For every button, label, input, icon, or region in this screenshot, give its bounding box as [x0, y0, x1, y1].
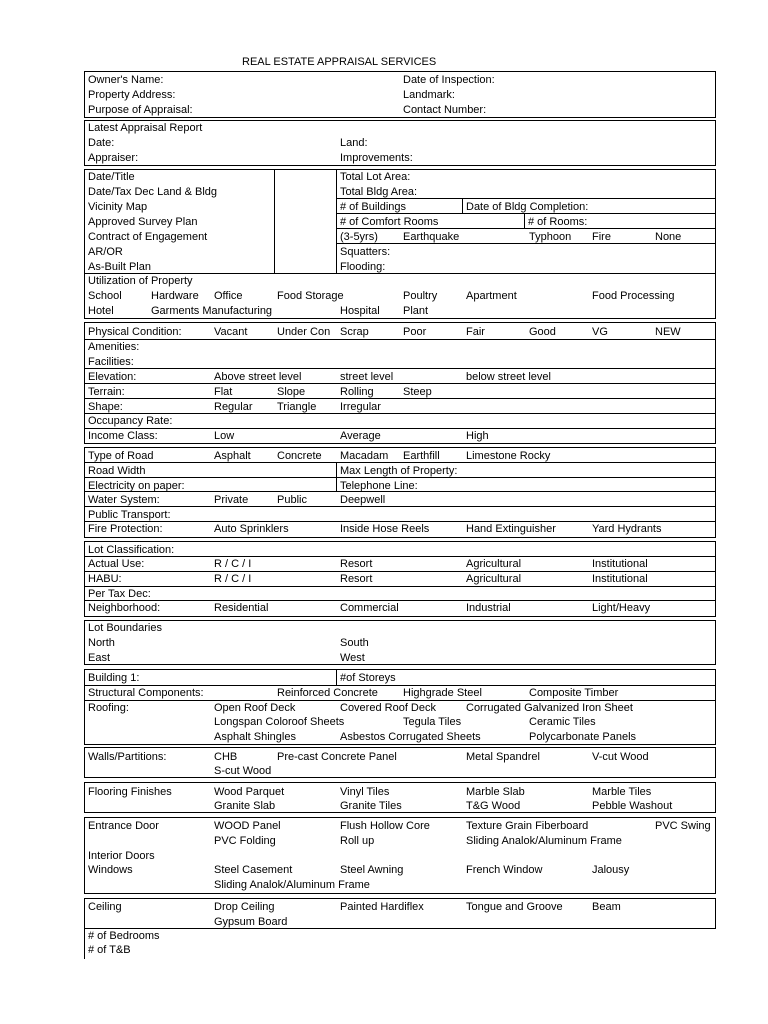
hazard-none: None — [655, 231, 682, 243]
ro-asphalt-shingles: Asphalt Shingles — [214, 731, 296, 743]
entrance-door-label: Entrance Door — [88, 820, 159, 832]
fi-hose-reels: Inside Hose Reels — [340, 523, 430, 535]
property-address-label: Property Address: — [88, 89, 176, 101]
facilities-label: Facilities: — [88, 356, 134, 368]
date-bldg-completion-label: Date of Bldg Completion: — [466, 201, 589, 213]
fl-granite-tiles: Granite Tiles — [340, 800, 402, 812]
use-hotel: Hotel — [88, 305, 114, 317]
fi-yard-hydrants: Yard Hydrants — [592, 523, 662, 535]
use-food-storage: Food Storage — [277, 290, 344, 302]
purpose-label: Purpose of Appraisal: — [88, 104, 193, 116]
contact-number-label: Contact Number: — [403, 104, 487, 116]
west-label: West — [340, 652, 365, 664]
num-rooms-label: # of Rooms: — [528, 216, 588, 228]
ha-agricultural: Agricultural — [466, 573, 522, 585]
pc-good: Good — [529, 326, 556, 338]
en-pvc-swing: PVC Swing — [655, 820, 711, 832]
road-type-label: Type of Road — [88, 450, 154, 462]
north-label: North — [88, 637, 115, 649]
fl-granite-slab: Granite Slab — [214, 800, 276, 812]
en-roll-up: Roll up — [340, 835, 375, 847]
use-poultry: Poultry — [403, 290, 438, 302]
hazard-fire: Fire — [592, 231, 611, 243]
pc-new: NEW — [655, 326, 681, 338]
ha-resort: Resort — [340, 573, 373, 585]
fl-vinyl-tiles: Vinyl Tiles — [340, 786, 390, 798]
use-school: School — [88, 290, 122, 302]
en-flush-hollow-core: Flush Hollow Core — [340, 820, 430, 832]
te-rolling: Rolling — [340, 386, 374, 398]
hazard-earthquake: Earthquake — [403, 231, 460, 243]
doc-ar-or: AR/OR — [88, 246, 123, 258]
wa-s-cut-wood: S-cut Wood — [214, 765, 272, 777]
ne-industrial: Industrial — [466, 602, 511, 614]
windows-label: Windows — [88, 864, 133, 876]
in-average: Average — [340, 430, 381, 442]
st-highgrade-steel: Highgrade Steel — [403, 687, 482, 699]
wi-steel-awning: Steel Awning — [340, 864, 404, 876]
terrain-label: Terrain: — [88, 386, 125, 398]
sh-regular: Regular — [214, 401, 253, 413]
ce-gypsum-board: Gypsum Board — [214, 916, 288, 928]
ha-rci: R / C / I — [214, 573, 252, 585]
fl-marble-slab: Marble Slab — [466, 786, 525, 798]
fl-wood-parquet: Wood Parquet — [214, 786, 285, 798]
wi-french-window: French Window — [466, 864, 543, 876]
water-system-label: Water System: — [88, 494, 160, 506]
telephone-label: Telephone Line: — [340, 480, 418, 492]
el-above: Above street level — [214, 371, 302, 383]
ne-residential: Residential — [214, 602, 269, 614]
habu-label: HABU: — [88, 573, 122, 585]
fire-protection-label: Fire Protection: — [88, 523, 163, 535]
appraiser-label: Appraiser: — [88, 152, 139, 164]
wa-metal-spandrel: Metal Spandrel — [466, 751, 540, 763]
doc-contract: Contract of Engagement — [88, 231, 208, 243]
wa-precast: Pre-cast Concrete Panel — [277, 751, 397, 763]
rt-concrete: Concrete — [277, 450, 322, 462]
use-office: Office — [214, 290, 243, 302]
landmark-label: Landmark: — [403, 89, 455, 101]
pc-scrap: Scrap — [340, 326, 369, 338]
wi-sliding-analok: Sliding Analok/Aluminum Frame — [214, 879, 370, 891]
fi-extinguisher: Hand Extinguisher — [466, 523, 556, 535]
ha-institutional: Institutional — [592, 573, 648, 585]
st-composite-timber: Composite Timber — [529, 687, 619, 699]
el-street: street level — [340, 371, 394, 383]
rt-earthfill: Earthfill — [403, 450, 440, 462]
doc-tax-dec: Date/Tax Dec Land & Bldg — [88, 186, 218, 198]
physical-condition-label: Physical Condition: — [88, 326, 182, 338]
ac-rci: R / C / I — [214, 558, 252, 570]
total-lot-area-label: Total Lot Area: — [340, 171, 411, 183]
ro-tegula-tiles: Tegula Tiles — [403, 716, 462, 728]
ce-beam: Beam — [592, 901, 621, 913]
wa-chb: CHB — [214, 751, 238, 763]
ac-institutional: Institutional — [592, 558, 648, 570]
use-garments: Garments Manufacturing — [151, 305, 273, 317]
south-label: South — [340, 637, 369, 649]
wa-v-cut-wood: V-cut Wood — [592, 751, 649, 763]
owners-name-label: Owner's Name: — [88, 74, 164, 86]
en-wood-panel: WOOD Panel — [214, 820, 281, 832]
comfort-rooms-label: # of Comfort Rooms — [340, 216, 439, 228]
utilization-heading: Utilization of Property — [88, 275, 193, 287]
per-tax-dec-label: Per Tax Dec: — [88, 588, 151, 600]
num-buildings-label: # of Buildings — [340, 201, 407, 213]
en-texture-grain: Texture Grain Fiberboard — [466, 820, 589, 832]
roofing-label: Roofing: — [88, 702, 129, 714]
pc-fair: Fair — [466, 326, 485, 338]
use-hardware: Hardware — [151, 290, 199, 302]
ac-resort: Resort — [340, 558, 373, 570]
occupancy-label: Occupancy Rate: — [88, 415, 173, 427]
el-below: below street level — [466, 371, 551, 383]
land-label: Land: — [340, 137, 368, 149]
doc-survey-plan: Approved Survey Plan — [88, 216, 198, 228]
lot-classification-heading: Lot Classification: — [88, 544, 175, 556]
fl-marble-tiles: Marble Tiles — [592, 786, 652, 798]
wa-deepwell: Deepwell — [340, 494, 386, 506]
pc-vacant: Vacant — [214, 326, 248, 338]
neighborhood-label: Neighborhood: — [88, 602, 161, 614]
in-low: Low — [214, 430, 235, 442]
electricity-label: Electricity on paper: — [88, 480, 185, 492]
ro-polycarbonate: Polycarbonate Panels — [529, 731, 637, 743]
te-slope: Slope — [277, 386, 306, 398]
ce-tongue-groove: Tongue and Groove — [466, 901, 563, 913]
hazard-typhoon: Typhoon — [529, 231, 572, 243]
wa-public: Public — [277, 494, 307, 506]
east-label: East — [88, 652, 111, 664]
rt-limestone: Limestone Rocky — [466, 450, 551, 462]
flooring-label: Flooring Finishes — [88, 786, 172, 798]
ce-drop-ceiling: Drop Ceiling — [214, 901, 275, 913]
actual-use-label: Actual Use: — [88, 558, 145, 570]
form-title: REAL ESTATE APPRAISAL SERVICES — [242, 56, 437, 68]
ro-open-roof-deck: Open Roof Deck — [214, 702, 296, 714]
improvements-label: Improvements: — [340, 152, 413, 164]
fi-auto-sprinklers: Auto Sprinklers — [214, 523, 289, 535]
tb-label: # of T&B — [88, 944, 131, 956]
ce-painted-hardiflex: Painted Hardiflex — [340, 901, 424, 913]
doc-as-built-plan: As-Built Plan — [88, 261, 151, 273]
ro-ceramic-tiles: Ceramic Tiles — [529, 716, 596, 728]
walls-label: Walls/Partitions: — [88, 751, 167, 763]
ne-commercial: Commercial — [340, 602, 399, 614]
ro-corrugated-gi: Corrugated Galvanized Iron Sheet — [466, 702, 633, 714]
in-high: High — [466, 430, 489, 442]
interior-doors-label: Interior Doors — [88, 850, 155, 862]
ceiling-label: Ceiling — [88, 901, 122, 913]
sh-triangle: Triangle — [277, 401, 317, 413]
bedrooms-label: # of Bedrooms — [88, 930, 160, 942]
st-reinforced-concrete: Reinforced Concrete — [277, 687, 378, 699]
flooding-label: Flooding: — [340, 261, 386, 273]
num-storeys-label: #of Storeys — [340, 672, 396, 684]
date-of-inspection-label: Date of Inspection: — [403, 74, 495, 86]
use-hospital: Hospital — [340, 305, 380, 317]
squatters-label: Squatters: — [340, 246, 391, 258]
ro-covered-roof-deck: Covered Roof Deck — [340, 702, 436, 714]
te-flat: Flat — [214, 386, 233, 398]
fl-tg-wood: T&G Wood — [466, 800, 521, 812]
doc-vicinity-map: Vicinity Map — [88, 201, 148, 213]
latest-appraisal-heading: Latest Appraisal Report — [88, 122, 203, 134]
public-transport-label: Public Transport: — [88, 509, 171, 521]
hazard-years-label: (3-5yrs) — [340, 231, 378, 243]
date-label: Date: — [88, 137, 115, 149]
use-apartment: Apartment — [466, 290, 517, 302]
wa-private: Private — [214, 494, 249, 506]
pc-vg: VG — [592, 326, 608, 338]
amenities-label: Amenities: — [88, 341, 140, 353]
ro-asbestos: Asbestos Corrugated Sheets — [340, 731, 481, 743]
rt-macadam: Macadam — [340, 450, 389, 462]
fl-pebble-washout: Pebble Washout — [592, 800, 673, 812]
building-box — [84, 669, 716, 686]
rt-asphalt: Asphalt — [214, 450, 251, 462]
wi-jalousy: Jalousy — [592, 864, 630, 876]
shape-label: Shape: — [88, 401, 123, 413]
income-class-label: Income Class: — [88, 430, 158, 442]
road-width-label: Road Width — [88, 465, 146, 477]
doc-date-title: Date/Title — [88, 171, 135, 183]
ne-light-heavy: Light/Heavy — [592, 602, 651, 614]
max-length-label: Max Length of Property: — [340, 465, 458, 477]
sh-irregular: Irregular — [340, 401, 381, 413]
lot-boundaries-box — [84, 620, 716, 665]
lot-boundaries-heading: Lot Boundaries — [88, 622, 162, 634]
ac-agricultural: Agricultural — [466, 558, 522, 570]
wi-steel-casement: Steel Casement — [214, 864, 293, 876]
ro-longspan: Longspan Coloroof Sheets — [214, 716, 345, 728]
elevation-label: Elevation: — [88, 371, 137, 383]
building-1-label: Building 1: — [88, 672, 140, 684]
total-bldg-area-label: Total Bldg Area: — [340, 186, 418, 198]
pc-poor: Poor — [403, 326, 427, 338]
use-food-processing: Food Processing — [592, 290, 675, 302]
structural-label: Structural Components: — [88, 687, 204, 699]
pc-under-con: Under Con — [277, 326, 331, 338]
en-sliding-analok: Sliding Analok/Aluminum Frame — [466, 835, 622, 847]
en-pvc-folding: PVC Folding — [214, 835, 276, 847]
use-plant: Plant — [403, 305, 429, 317]
te-steep: Steep — [403, 386, 432, 398]
